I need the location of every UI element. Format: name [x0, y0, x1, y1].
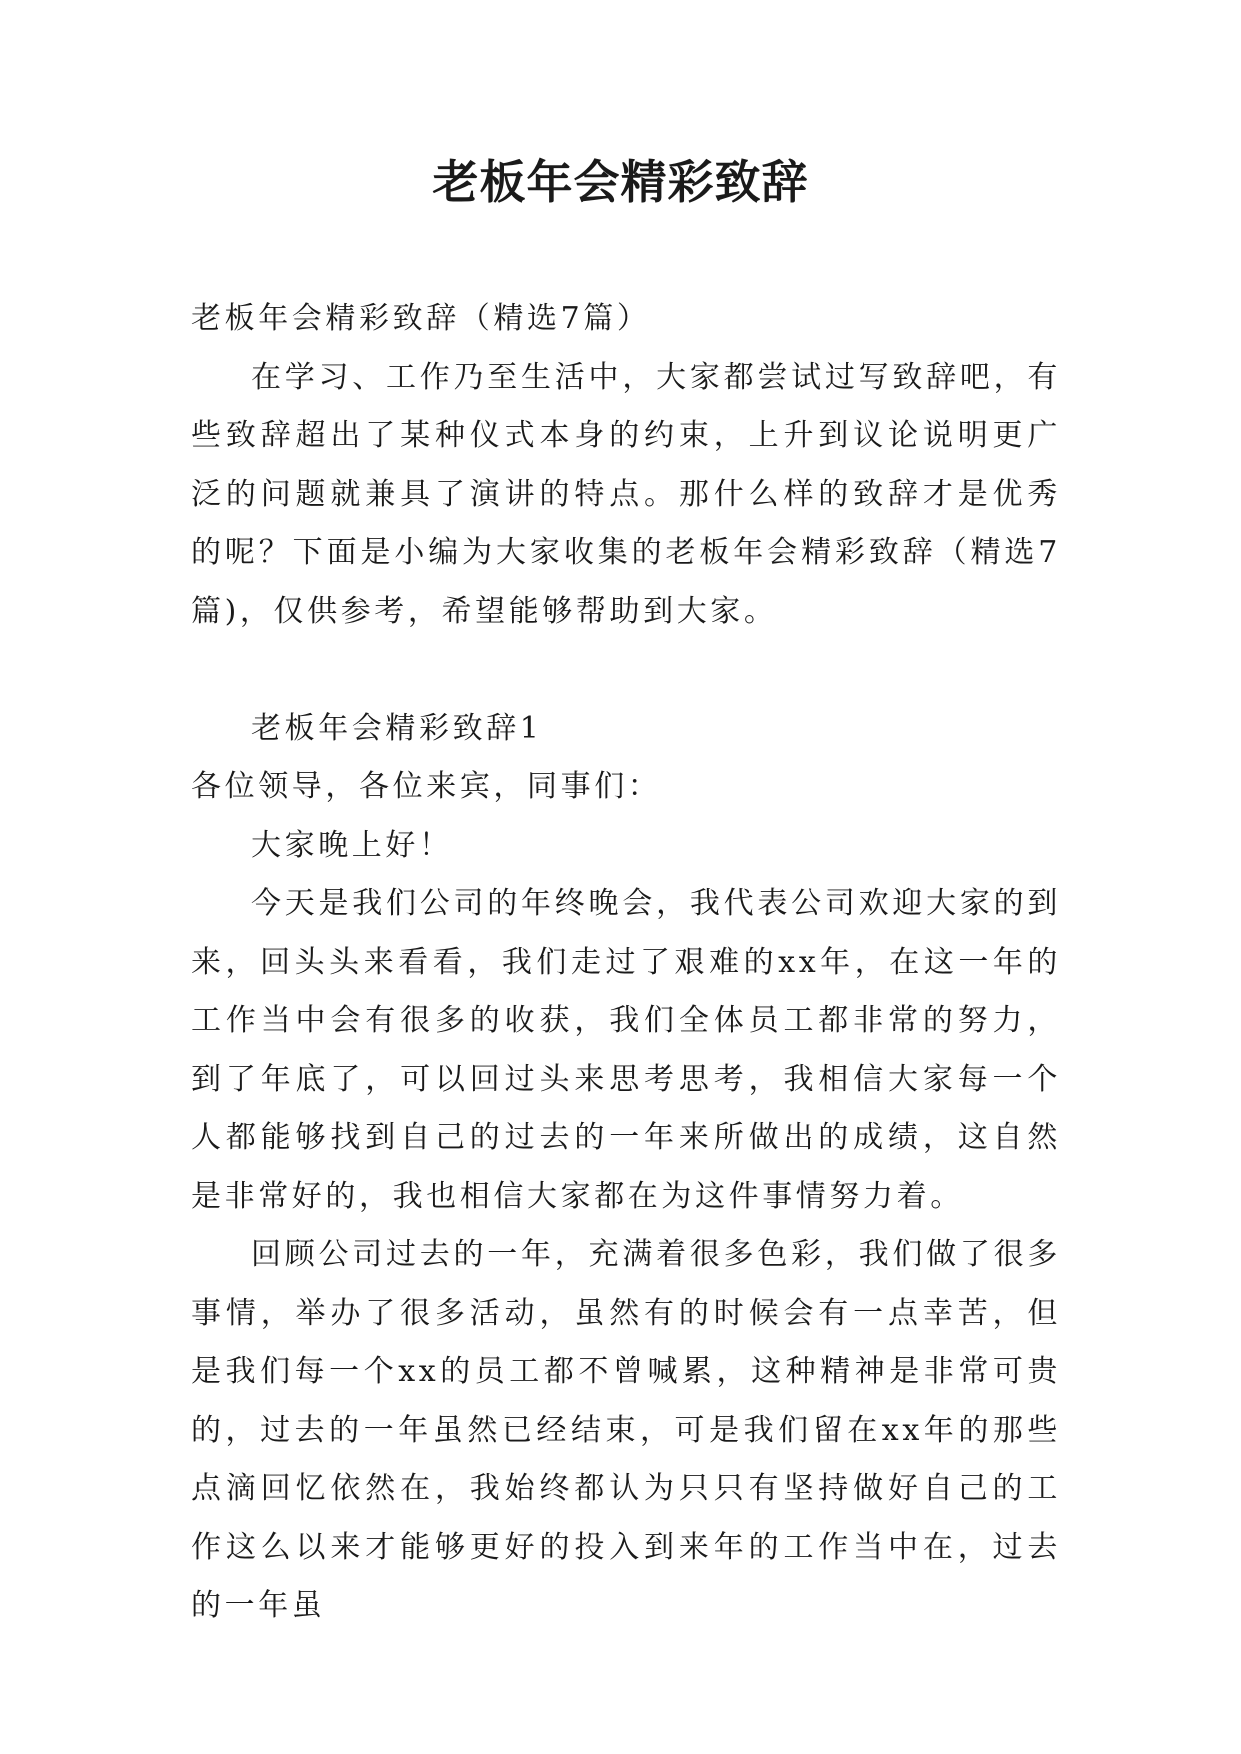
body-paragraph: 回顾公司过去的一年，充满着很多色彩，我们做了很多事情，举办了很多活动，虽然有的时候会有一点幸苦，但是我们每一个xx的员工都不曾喊累，这种精神是非常可贵的，过去的一年虽然已经结束，可是我们留在xx年的那些点滴回忆依然在，我始终都认为只只有坚持做好自己的工作这么以来才能够更好的投入到来年的工作当中在，过去的一年虽	[191, 1237, 1061, 1623]
section-spacer	[191, 641, 1061, 700]
intro-paragraph: 在学习、工作乃至生活中，大家都尝试过写致辞吧，有些致辞超出了某种仪式本身的约束，上升到议论说明更广泛的问题就兼具了演讲的特点。那什么样的致辞才是优秀的呢？下面是小编为大家收集的老板年会精彩致辞（精选7篇)，仅供参考，希望能够帮助到大家。	[191, 359, 1061, 629]
collection-heading: 老板年会精彩致辞（精选7篇）	[191, 301, 651, 336]
document-body	[191, 290, 1061, 1636]
section-heading: 老板年会精彩致辞1	[251, 710, 543, 746]
document-title: 老板年会精彩致辞	[432, 155, 809, 209]
greeting: 大家晚上好！	[251, 827, 453, 863]
body-paragraph: 今天是我们公司的年终晚会，我代表公司欢迎大家的到来，回头头来看看，我们走过了艰难的xx年，在这一年的工作当中会有很多的收获，我们全体员工都非常的努力，到了年底了，可以回过头来思考思考，我相信大家每一个人都能够找到自己的过去的一年来所做出的成绩，这自然是非常好的，我也相信大家都在为这件事情努力着。	[191, 886, 1061, 1214]
salutation: 各位领导，各位来宾，同事们：	[191, 769, 662, 804]
